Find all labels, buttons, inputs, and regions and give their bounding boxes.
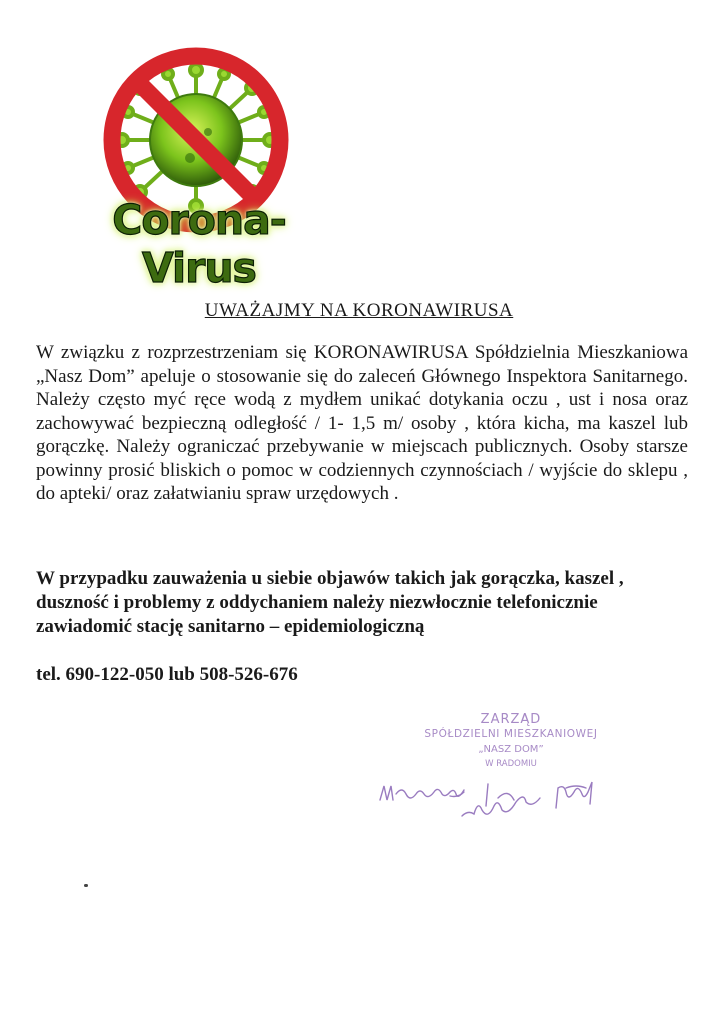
warning-paragraph: W przypadku zauważenia u siebie objawów takich jak gorączka, kaszel , duszność i problemy z oddychaniem należy niezwłocznie telefonicznie zawiadomić stację sanitarno – epidemiologiczną [36,568,624,637]
phone-numbers: tel. 690-122-050 lub 508-526-676 [36,664,298,685]
stamp-line-2: SPÓŁDZIELNI MIESZKANIOWEJ [424,728,598,740]
stamp-line-1: ZARZĄD [480,712,542,727]
page-title: UWAŻAJMY NA KORONAWIRUSA [204,300,514,321]
stamp-line-3: „NASZ DOM” [478,744,544,755]
stamp-line-4: W RADOMIU [485,759,537,769]
body-paragraph: W związku z rozprzestrzeniam się KORONAWIRUSA Spółdzielnia Mieszkaniowa „Nasz Dom” apeluje o stosowanie się do zaleceń Głównego Inspektora Sanitarnego. Należy często myć ręce wodą z mydłem unikać dotykania oczu , ust i nosa oraz zachowywać bezpieczną odległość / 1- 1,5 m/ osoby , która kicha, ma kaszel lub gorączkę. Należy ograniczać przebywanie w miejscach publicznych. Osoby starsze powinny prosić bliskich o pomoc w codziennych czynnościach / wyjście do sklepu , do apteki/ oraz załatwianiu spraw urzędowych . [36,342,688,504]
logo-text: Corona-Virus [112,196,286,292]
board-stamp [396,712,626,772]
handwritten-signatures [370,770,630,830]
stray-mark [84,884,88,887]
